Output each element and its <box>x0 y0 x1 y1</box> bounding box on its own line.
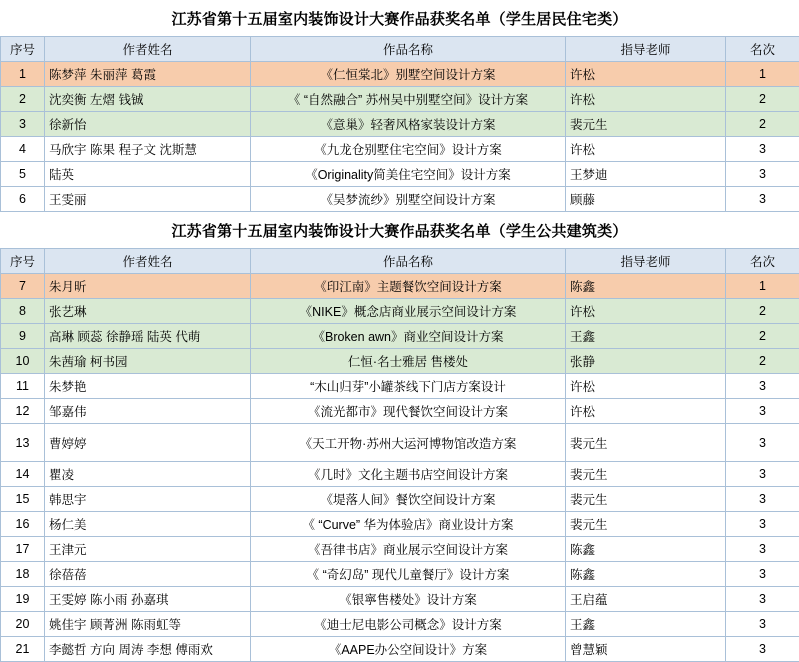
cell-teacher: 裴元生 <box>566 112 726 137</box>
column-header-no: 序号 <box>1 249 45 274</box>
column-header-work: 作品名称 <box>251 249 566 274</box>
cell-no: 6 <box>1 187 45 212</box>
cell-no: 12 <box>1 399 45 424</box>
cell-rank: 1 <box>726 62 799 87</box>
table-row <box>1 137 799 162</box>
table-row <box>1 587 799 612</box>
cell-rank: 2 <box>726 349 799 374</box>
cell-work: 《吴梦流纱》别墅空间设计方案 <box>251 187 566 212</box>
cell-authors: 徐蓓蓓 <box>45 562 251 587</box>
cell-no: 3 <box>1 112 45 137</box>
cell-authors: 张艺琳 <box>45 299 251 324</box>
cell-no: 17 <box>1 537 45 562</box>
cell-teacher: 许松 <box>566 399 726 424</box>
column-header-authors: 作者姓名 <box>45 249 251 274</box>
cell-teacher: 王鑫 <box>566 324 726 349</box>
cell-work: “木山归芽”小罐茶线下门店方案设计 <box>251 374 566 399</box>
cell-work: 《 “自然融合” 苏州吴中别墅空间》设计方案 <box>251 87 566 112</box>
column-header-teacher: 指导老师 <box>566 249 726 274</box>
cell-rank: 1 <box>726 274 799 299</box>
cell-work: 《仁恒棠北》别墅空间设计方案 <box>251 62 566 87</box>
cell-authors: 王雯婷 陈小雨 孙嘉琪 <box>45 587 251 612</box>
cell-authors: 李懿哲 方向 周涛 李想 傅雨欢 <box>45 637 251 662</box>
cell-teacher: 陈鑫 <box>566 537 726 562</box>
cell-authors: 王津元 <box>45 537 251 562</box>
cell-work: 《天工开物·苏州大运河博物馆改造方案 <box>251 424 566 462</box>
table-header-row <box>1 37 799 62</box>
cell-teacher: 许松 <box>566 299 726 324</box>
cell-no: 14 <box>1 462 45 487</box>
cell-rank: 3 <box>726 374 799 399</box>
cell-authors: 姚佳宇 顾菁洲 陈雨虹等 <box>45 612 251 637</box>
cell-no: 13 <box>1 424 45 462</box>
cell-no: 16 <box>1 512 45 537</box>
cell-work: 《几时》文化主题书店空间设计方案 <box>251 462 566 487</box>
table-row <box>1 87 799 112</box>
cell-no: 7 <box>1 274 45 299</box>
table-header-row <box>1 249 799 274</box>
cell-rank: 3 <box>726 637 799 662</box>
cell-rank: 2 <box>726 324 799 349</box>
cell-work: 《Broken awn》商业空间设计方案 <box>251 324 566 349</box>
cell-work: 《吾律书店》商业展示空间设计方案 <box>251 537 566 562</box>
cell-teacher: 顾藤 <box>566 187 726 212</box>
table-row <box>1 374 799 399</box>
cell-teacher: 张静 <box>566 349 726 374</box>
cell-rank: 3 <box>726 587 799 612</box>
cell-authors: 曹婷婷 <box>45 424 251 462</box>
table-row <box>1 637 799 662</box>
table-row <box>1 162 799 187</box>
cell-no: 19 <box>1 587 45 612</box>
cell-work: 《迪士尼电影公司概念》设计方案 <box>251 612 566 637</box>
cell-rank: 3 <box>726 612 799 637</box>
column-header-authors: 作者姓名 <box>45 37 251 62</box>
cell-rank: 3 <box>726 512 799 537</box>
table-row <box>1 62 799 87</box>
cell-work: 《AAPE办公空间设计》方案 <box>251 637 566 662</box>
column-header-rank: 名次 <box>726 37 799 62</box>
cell-no: 4 <box>1 137 45 162</box>
cell-no: 1 <box>1 62 45 87</box>
table-row <box>1 399 799 424</box>
cell-work: 《九龙仓别墅住宅空间》设计方案 <box>251 137 566 162</box>
cell-work: 《NIKE》概念店商业展示空间设计方案 <box>251 299 566 324</box>
cell-no: 15 <box>1 487 45 512</box>
award-table-residential <box>0 36 799 212</box>
cell-teacher: 王鑫 <box>566 612 726 637</box>
cell-authors: 陆英 <box>45 162 251 187</box>
column-header-teacher: 指导老师 <box>566 37 726 62</box>
cell-rank: 2 <box>726 299 799 324</box>
table-row <box>1 487 799 512</box>
table-row <box>1 324 799 349</box>
section-title-residential: 江苏省第十五届室内装饰设计大赛作品获奖名单（学生居民住宅类） <box>0 0 799 36</box>
cell-authors: 杨仁美 <box>45 512 251 537</box>
cell-authors: 徐新怡 <box>45 112 251 137</box>
cell-no: 9 <box>1 324 45 349</box>
table-row <box>1 274 799 299</box>
cell-teacher: 陈鑫 <box>566 274 726 299</box>
cell-authors: 朱月昕 <box>45 274 251 299</box>
cell-authors: 王雯丽 <box>45 187 251 212</box>
cell-authors: 陈梦萍 朱丽萍 葛霞 <box>45 62 251 87</box>
table-row <box>1 512 799 537</box>
cell-teacher: 许松 <box>566 87 726 112</box>
cell-work: 《流光都市》现代餐饮空间设计方案 <box>251 399 566 424</box>
cell-work: 《银寧售楼处》设计方案 <box>251 587 566 612</box>
cell-rank: 2 <box>726 87 799 112</box>
section-title-public: 江苏省第十五届室内装饰设计大赛作品获奖名单（学生公共建筑类） <box>0 212 799 248</box>
cell-teacher: 裴元生 <box>566 462 726 487</box>
cell-no: 18 <box>1 562 45 587</box>
cell-authors: 朱茜瑜 柯书园 <box>45 349 251 374</box>
cell-rank: 3 <box>726 562 799 587</box>
column-header-no: 序号 <box>1 37 45 62</box>
cell-rank: 3 <box>726 162 799 187</box>
cell-authors: 沈奕衡 左熠 钱铖 <box>45 87 251 112</box>
cell-work: 《 “Curve” 华为体验店》商业设计方案 <box>251 512 566 537</box>
award-table-public <box>0 248 799 662</box>
table-row <box>1 349 799 374</box>
cell-authors: 马欣宇 陈果 程子文 沈斯慧 <box>45 137 251 162</box>
table-row <box>1 112 799 137</box>
cell-work: 仁恒·名士雅居 售楼处 <box>251 349 566 374</box>
cell-no: 11 <box>1 374 45 399</box>
cell-authors: 高琳 顾蕊 徐静瑶 陆英 代萌 <box>45 324 251 349</box>
cell-rank: 3 <box>726 137 799 162</box>
cell-teacher: 王启蕴 <box>566 587 726 612</box>
table-row <box>1 187 799 212</box>
table-row <box>1 462 799 487</box>
cell-teacher: 裴元生 <box>566 512 726 537</box>
cell-work: 《堤落人间》餐饮空间设计方案 <box>251 487 566 512</box>
table-row <box>1 612 799 637</box>
cell-no: 8 <box>1 299 45 324</box>
cell-teacher: 许松 <box>566 137 726 162</box>
cell-authors: 瞿凌 <box>45 462 251 487</box>
cell-no: 5 <box>1 162 45 187</box>
cell-work: 《印江南》主题餐饮空间设计方案 <box>251 274 566 299</box>
cell-rank: 3 <box>726 537 799 562</box>
cell-teacher: 曾慧颖 <box>566 637 726 662</box>
cell-teacher: 王梦迪 <box>566 162 726 187</box>
column-header-work: 作品名称 <box>251 37 566 62</box>
cell-rank: 2 <box>726 112 799 137</box>
cell-no: 20 <box>1 612 45 637</box>
cell-authors: 邹嘉伟 <box>45 399 251 424</box>
table-row <box>1 299 799 324</box>
cell-rank: 3 <box>726 424 799 462</box>
cell-teacher: 许松 <box>566 62 726 87</box>
table-row <box>1 562 799 587</box>
table-row <box>1 424 799 462</box>
cell-rank: 3 <box>726 187 799 212</box>
cell-teacher: 许松 <box>566 374 726 399</box>
cell-teacher: 陈鑫 <box>566 562 726 587</box>
cell-teacher: 裴元生 <box>566 487 726 512</box>
cell-teacher: 裴元生 <box>566 424 726 462</box>
table-row <box>1 537 799 562</box>
cell-work: 《意巢》轻奢风格家装设计方案 <box>251 112 566 137</box>
cell-rank: 3 <box>726 487 799 512</box>
cell-rank: 3 <box>726 399 799 424</box>
column-header-rank: 名次 <box>726 249 799 274</box>
cell-no: 10 <box>1 349 45 374</box>
cell-authors: 韩思宇 <box>45 487 251 512</box>
cell-work: 《Originality简美住宅空间》设计方案 <box>251 162 566 187</box>
cell-rank: 3 <box>726 462 799 487</box>
cell-no: 21 <box>1 637 45 662</box>
cell-no: 2 <box>1 87 45 112</box>
cell-authors: 朱梦艳 <box>45 374 251 399</box>
cell-work: 《 “奇幻岛” 现代儿童餐厅》设计方案 <box>251 562 566 587</box>
